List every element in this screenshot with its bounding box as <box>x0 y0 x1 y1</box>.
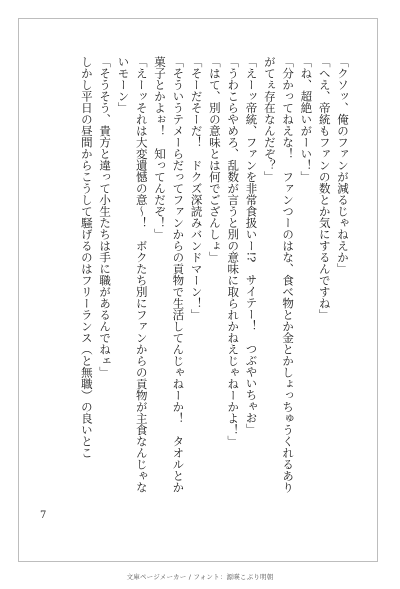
footer-credit: 文庫ページメーカー / フォント：源暎こぶり明朝 <box>126 573 274 581</box>
text-line: 「えーッそれは大変遺憾の意～！ ボクたち別にファンからの貢物が主食なんじゃないモーン」 <box>116 56 149 493</box>
text-line: 「そーだそーだ！ ドクズ深読みバンドマーン！」 <box>189 56 204 321</box>
text-line: 「そうそう、貴方と違って小生たちは手に職があるんでねェ」 <box>98 56 113 378</box>
text-line: 「はて、別の意味とは何でござんしょ」 <box>207 56 222 263</box>
text-line: 「そういうテメーらだってファンからの貢物で生活してんじゃねーか！ タオルとか菓子とかよぉ！ 知ってんだぞ！」 <box>153 56 186 493</box>
text-line: 「分かってねえな！ ファンつーのはな、食べ物とか金とかしょっちゅうくれるありがてぇ存在なんだぞ？」 <box>262 56 296 493</box>
text-line: しかし平日の昼間からこうして騒げるのはフリーランス（と無職）の良いとこ <box>79 56 94 459</box>
page-number: 7 <box>40 510 47 521</box>
text-line: 「へえ、帝統もファンの数とか気にするんですね」 <box>317 56 332 321</box>
vertical-text-body <box>59 56 352 496</box>
text-line: 「うわこらやめろ、乱数が言うと別の意味に取られかねえじゃねーかよ！」 <box>226 56 241 447</box>
text-line: 「クソッ、俺のファンが減るじゃねえか」 <box>336 56 350 275</box>
text-line: 「えーッ帝統、ファンを非常食扱いー!? サイテー！ つぶやいちゃお」 <box>244 56 259 435</box>
text-line: 「ね、超絶いがーい！」 <box>299 56 314 183</box>
